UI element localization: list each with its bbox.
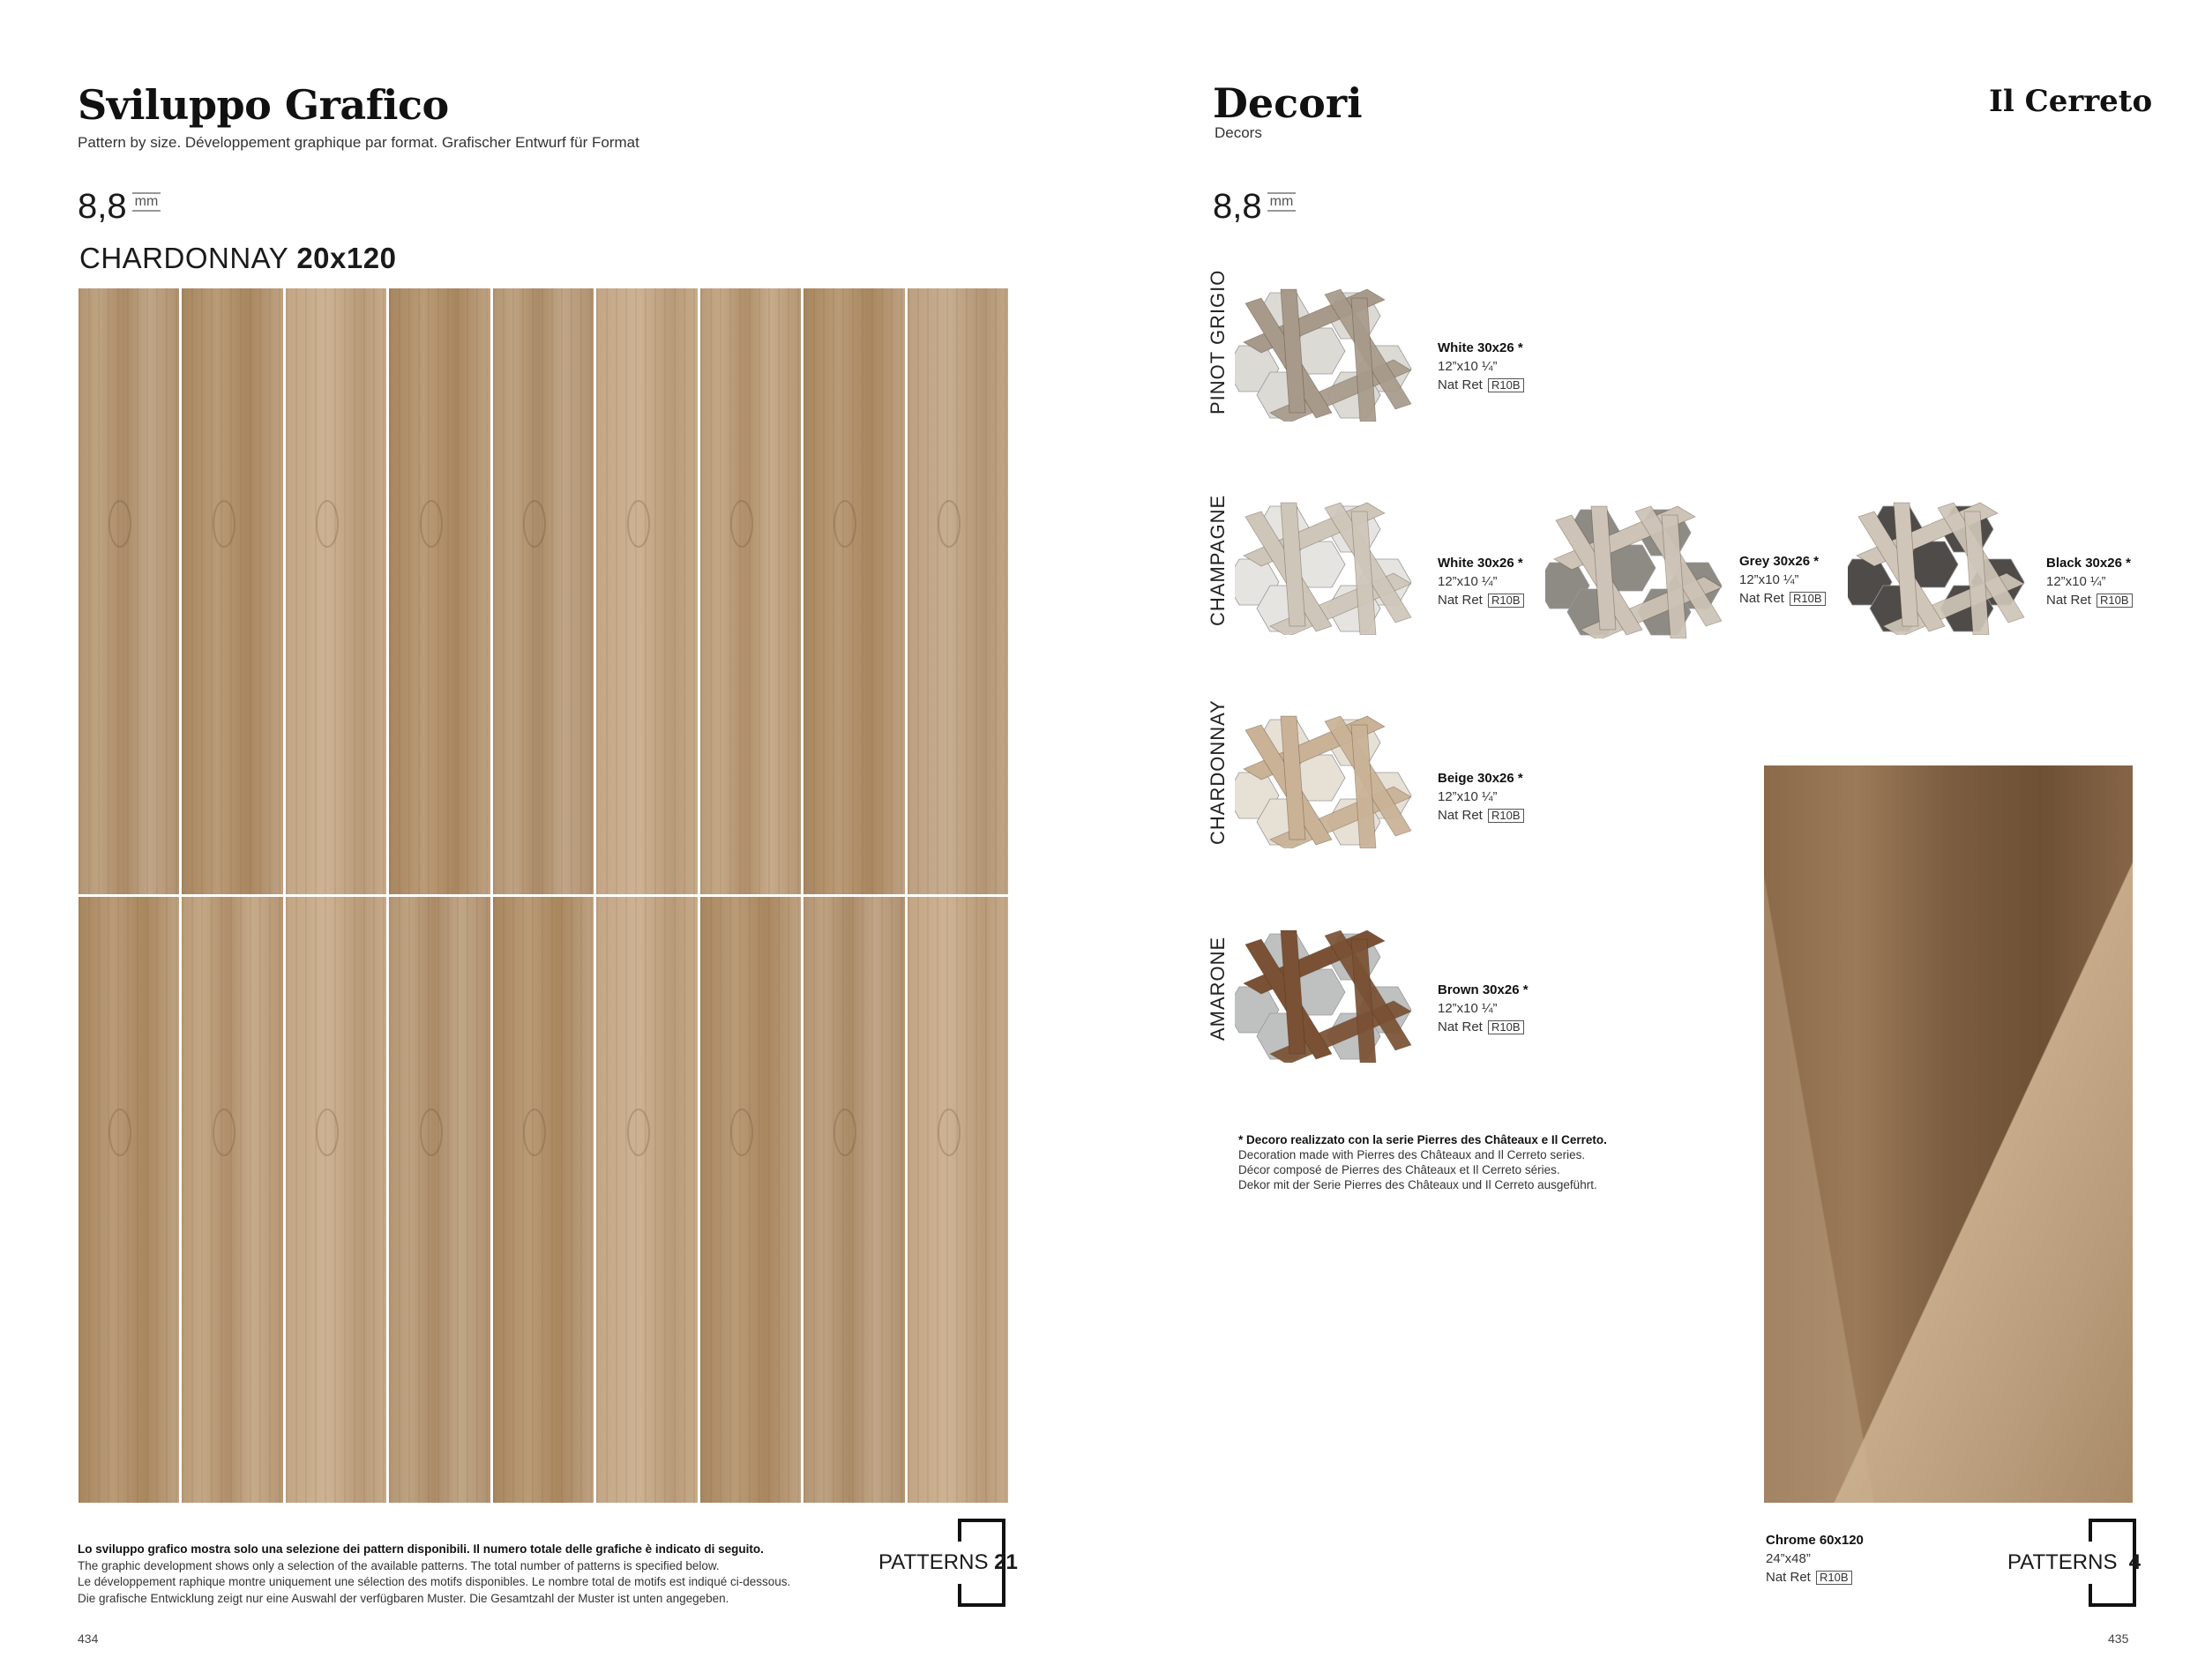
decor-image-champagne-grey [1545,497,1739,638]
thickness-unit-icon: mm [132,192,161,212]
plank [493,897,594,1503]
row-label-amarone: AMARONE [1207,936,1229,1041]
chrome-name: Chrome 60x120 [1766,1533,1864,1548]
plank [182,288,282,894]
decor-name: Beige 30x26 * [1438,771,1523,786]
left-note [78,1542,871,1607]
plank [78,897,179,1503]
decor-name: White 30x26 * [1438,556,1523,571]
decor-name: White 30x26 * [1438,340,1523,355]
left-note-lead: Lo sviluppo grafico mostra solo una selezione dei pattern disponibili. Il numero totale delle grafiche è indicato di seguito. [78,1542,764,1556]
slip-rating-badge: R10B [1488,1020,1524,1034]
left-note-line: Le développement raphique montre uniquement une sélection des motifs disponibles. Le nombre total de motifs est indiqué ci-dessous. [78,1575,791,1588]
decor-image-pinot [1235,280,1429,422]
right-page-title: Decori [1213,79,1363,127]
decor-inch: 12”x10 ¼” [1739,572,1799,587]
decor-finish: Nat Ret [1438,808,1483,823]
decor-image-amarone [1235,922,1429,1063]
decor-inch: 12”x10 ¼” [1438,359,1498,374]
right-patterns-badge [2004,1519,2141,1607]
decor-spec [1438,769,1524,825]
plank [389,288,490,894]
plank [596,897,697,1503]
slip-rating-badge: R10B [1790,592,1826,606]
tile-series-name [79,242,396,275]
decor-inch: 12”x10 ¼” [1438,1001,1498,1016]
left-thickness-value: 8,8 [78,187,127,226]
row-label-chardonnay: CHARDONNAY [1207,699,1229,845]
page-number-left: 434 [78,1631,99,1646]
slip-rating-badge: R10B [1488,594,1524,608]
left-page-subtitle: Pattern by size. Développement graphique par format. Grafischer Entwurf für Format [78,134,639,151]
right-thickness-value: 8,8 [1213,187,1262,226]
decor-inch: 12”x10 ¼” [1438,789,1498,804]
patterns-label: PATTERNS [878,1550,989,1574]
right-page-subtitle: Decors [1215,124,1262,141]
decor-finish: Nat Ret [1438,593,1483,608]
left-thickness [78,187,161,227]
chrome-spec [1766,1531,1864,1587]
brand-name: Il Cerreto [1989,84,2153,119]
decor-spec [1438,554,1524,609]
plank [804,897,904,1503]
plank [286,288,386,894]
plank [700,288,801,894]
patterns-label: PATTERNS [2007,1550,2118,1574]
thickness-unit-icon: mm [1267,192,1297,212]
tile-size: 20x120 [296,242,397,274]
decor-finish: Nat Ret [1739,591,1784,606]
left-page-title: Sviluppo Grafico [78,81,449,129]
decor-note-lead: * Decoro realizzato con la serie Pierres des Châteaux e Il Cerreto. [1238,1133,1607,1146]
slip-rating-badge: R10B [1816,1571,1852,1585]
plank [596,288,697,894]
decor-name: Black 30x26 * [2046,556,2131,571]
decor-spec [1438,339,1524,394]
slip-rating-badge: R10B [2097,594,2133,608]
decor-note-line: Dekor mit der Serie Pierres des Châteaux und Il Cerreto ausgeführt. [1238,1178,1597,1191]
chrome-finish: Nat Ret [1766,1570,1811,1585]
plank [389,897,490,1503]
decor-image-champagne-white [1235,494,1429,635]
decor-finish: Nat Ret [1438,377,1483,392]
left-note-line: The graphic development shows only a selection of the available patterns. The total number of patterns is specified below. [78,1558,720,1572]
decor-inch: 12”x10 ¼” [1438,574,1498,589]
plank [908,288,1008,894]
row-label-pinot-grigio: PINOT GRIGIO [1207,269,1229,414]
chrome-tile-image [1764,765,2133,1503]
decor-finish: Nat Ret [2046,593,2091,608]
page-number-right: 435 [2108,1631,2129,1646]
decor-note [1238,1132,1768,1192]
left-note-line: Die grafische Entwicklung zeigt nur eine Auswahl der verfügbaren Muster. Die Gesamtzahl der Muster ist unten angegeben. [78,1591,729,1605]
decor-name: Brown 30x26 * [1438,982,1529,997]
decor-spec [1739,552,1826,608]
row-label-champagne: CHAMPAGNE [1207,494,1229,626]
patterns-count: 21 [994,1550,1018,1574]
plank [804,288,904,894]
plank [700,897,801,1503]
decor-note-line: Decoration made with Pierres des Châteaux and Il Cerreto series. [1238,1148,1586,1161]
slip-rating-badge: R10B [1488,378,1524,392]
chrome-inch: 24”x48” [1766,1551,1811,1566]
decor-spec [1438,981,1529,1036]
right-thickness [1213,187,1296,227]
left-patterns-badge [873,1519,1018,1607]
slip-rating-badge: R10B [1488,809,1524,823]
plank [286,897,386,1503]
plank [78,288,179,894]
plank-pattern-image [78,288,1008,1503]
decor-name: Grey 30x26 * [1739,554,1820,569]
decor-spec [2046,554,2133,609]
tile-series: CHARDONNAY [79,242,288,274]
decor-note-line: Décor composé de Pierres des Châteaux et Il Cerreto séries. [1238,1163,1560,1176]
decor-image-champagne-black [1848,494,2042,635]
decor-finish: Nat Ret [1438,1019,1483,1034]
plank [182,897,282,1503]
patterns-count: 4 [2128,1550,2141,1574]
plank [493,288,594,894]
plank [908,897,1008,1503]
decor-image-chardonnay [1235,707,1429,848]
decor-inch: 12”x10 ¼” [2046,574,2106,589]
